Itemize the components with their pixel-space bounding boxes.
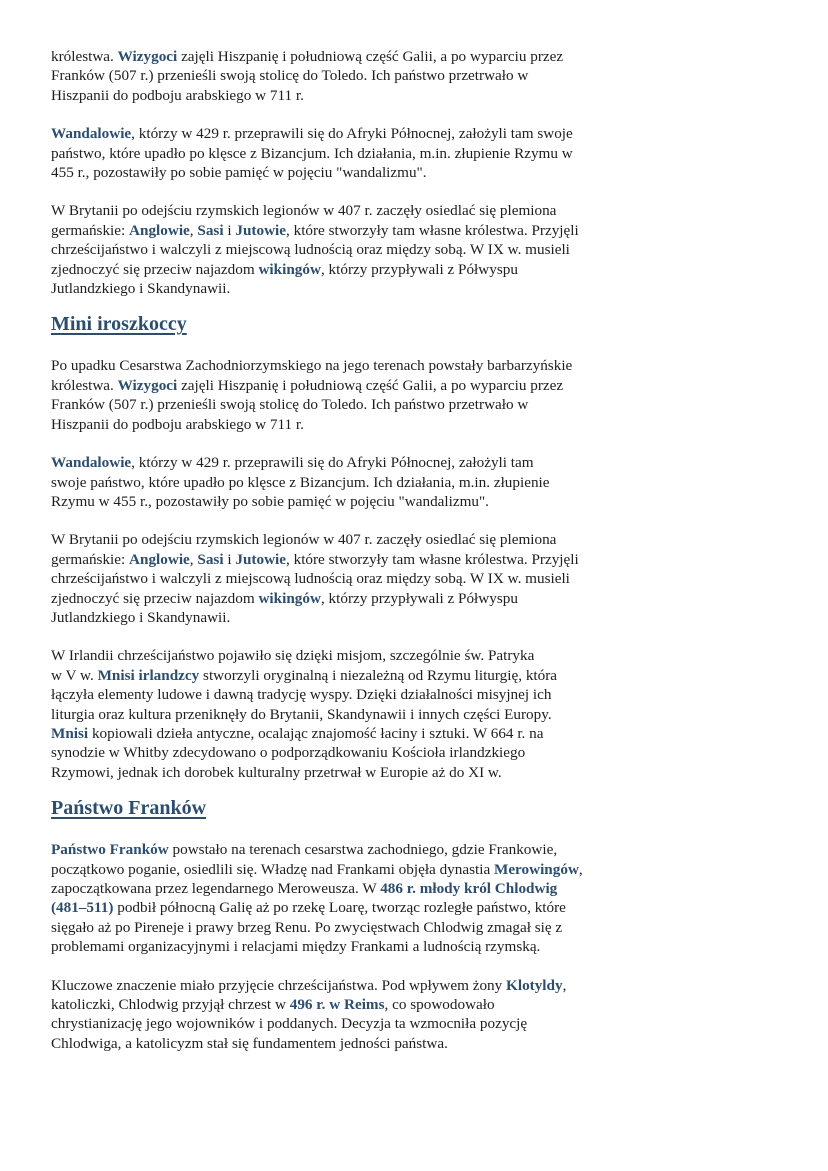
highlighted-term: Mnisi [51, 724, 89, 742]
highlighted-term: Anglowie [129, 550, 190, 568]
paragraph-text: Jutlandzkiego i Skandynawii. [51, 608, 231, 626]
highlighted-term: (481–511) [51, 899, 114, 917]
highlighted-term: Sasi [197, 550, 224, 568]
paragraph-text: i [223, 221, 236, 239]
section-heading: Państwo Franków [51, 797, 207, 820]
paragraph [51, 201, 788, 298]
paragraph-text: chrystianizację jego wojowników i poddanych. Decyzja ta wzmocniła pozycję [51, 1015, 528, 1033]
paragraph-text: , którzy w 429 r. przeprawili się do Afryki Północnej, założyli tam swoje [131, 125, 573, 143]
highlighted-term: wikingów [258, 589, 321, 607]
highlighted-term: Klotyldy [506, 976, 563, 994]
highlighted-term: Państwo Franków [51, 841, 169, 859]
paragraph-text: zajęli Hiszpanię i południową część Galii, a po wyparciu przez [177, 376, 564, 394]
paragraph-text: , które stworzyły tam własne królestwa. Przyjęli [286, 221, 579, 239]
highlighted-term: Jutowie [235, 221, 286, 239]
highlighted-term: Mnisi irlandzcy [97, 666, 200, 684]
paragraph-text: Kluczowe znaczenie miało przyjęcie chrześcijaństwa. Pod wpływem żony [51, 976, 507, 994]
paragraph-text: , które stworzyły tam własne królestwa. Przyjęli [286, 550, 579, 568]
paragraph-text: W Irlandii chrześcijaństwo pojawiło się dzięki misjom, szczególnie św. Patryka [51, 647, 535, 665]
paragraph-text: Hiszpanii do podboju arabskiego w 711 r. [51, 415, 304, 433]
paragraph-text: , [562, 976, 567, 994]
paragraph-text: i [223, 550, 236, 568]
paragraph-text: germańskie: [51, 221, 130, 239]
paragraph-text: sięgało aż po Pireneje i prawy brzeg Renu. Po zwycięstwach Chlodwig zmagał się z [51, 918, 563, 936]
paragraph-text: , [578, 860, 583, 878]
paragraph [51, 976, 788, 1054]
paragraph [51, 47, 788, 105]
paragraph [51, 356, 788, 434]
paragraph-text: zjednoczyć się przeciw najazdom [51, 260, 259, 278]
paragraph-text: Franków (507 r.) przenieśli swoją stolicę do Toledo. Ich państwo przetrwało w [51, 396, 529, 414]
paragraph-text: , którzy przypływali z Półwyspu [320, 589, 518, 607]
highlighted-term: Wandalowie [51, 454, 132, 472]
highlighted-term: Merowingów [493, 860, 579, 878]
paragraph-text: chrześcijaństwo i walczyli z miejscową ludnością oraz między sobą. W IX w. musieli [51, 241, 570, 259]
highlighted-term: 496 r. w Reims [289, 996, 385, 1014]
paragraph-text: , [189, 221, 198, 239]
paragraph [51, 646, 788, 782]
paragraph-text: królestwa. [51, 48, 118, 65]
paragraph-text: W Brytanii po odejściu rzymskich legionów w 407 r. zaczęły osiedlać się plemiona [51, 202, 557, 220]
paragraph-text: Hiszpanii do podboju arabskiego w 711 r. [51, 86, 304, 104]
paragraph-text: chrześcijaństwo i walczyli z miejscową ludnością oraz między sobą. W IX w. musieli [51, 570, 570, 588]
section-heading: Mini iroszkoccy [51, 313, 187, 336]
paragraph-text: w V w. [51, 666, 98, 684]
paragraph-text: Po upadku Cesarstwa Zachodniorzymskiego na jego terenach powstały barbarzyńskie [51, 357, 573, 375]
paragraph [51, 124, 788, 182]
paragraph-text: Chlodwiga, a katolicyzm stał się fundamentem jedności państwa. [51, 1034, 448, 1052]
paragraph-text: powstało na terenach cesarstwa zachodniego, gdzie Frankowie, [168, 841, 558, 859]
paragraph [51, 453, 788, 511]
paragraph-text: królestwa. [51, 376, 118, 394]
paragraph-text: katoliczki, Chlodwig przyjął chrzest w [51, 996, 290, 1014]
paragraph-text: zajęli Hiszpanię i południową część Galii, a po wyparciu przez [177, 48, 564, 65]
paragraph-text: podbił północną Galię aż po rzekę Loarę, tworząc rozległe państwo, które [113, 899, 566, 917]
paragraph-text: stworzyli oryginalną i niezależną od Rzymu liturgię, która [199, 666, 558, 684]
paragraph-text: Jutlandzkiego i Skandynawii. [51, 280, 231, 298]
highlighted-term: 486 r. młody król Chlodwig [380, 880, 558, 897]
paragraph-text: 455 r., pozostawiły po sobie pamięć w pojęciu "wandalizmu". [51, 164, 427, 182]
paragraph-text: germańskie: [51, 550, 130, 568]
paragraph-text: , co spowodowało [384, 996, 495, 1014]
paragraph-text: państwo, które upadło po klęsce z Bizancjum. Ich działania, m.in. złupienie Rzymu w [51, 144, 573, 162]
paragraph [51, 530, 788, 627]
paragraph-text: początkowo poganie, osiedlili się. Władzę nad Frankami objęła dynastia [51, 860, 494, 878]
paragraph-text: zapoczątkowana przez legendarnego Meroweusza. W [51, 880, 381, 897]
paragraph-text: kopiowali dzieła antyczne, ocalając znajomość łaciny i sztuki. W 664 r. na [88, 724, 544, 742]
paragraph-text: liturgia oraz kultura przeniknęły do Brytanii, Skandynawii i innych części Europy. [51, 705, 552, 723]
paragraph-text: łączyła elementy ludowe i dawną tradycję wyspy. Dzięki działalności misyjnej ich [51, 686, 552, 704]
highlighted-term: wikingów [258, 260, 321, 278]
highlighted-term: Anglowie [129, 221, 190, 239]
paragraph-text: , którzy przypływali z Półwyspu [320, 260, 518, 278]
paragraph-text: synodzie w Whitby zdecydowano o podporządkowaniu Kościoła irlandzkiego [51, 744, 526, 762]
paragraph-text: Rzymowi, jednak ich dorobek kulturalny przetrwał w Europie aż do XI w. [51, 763, 502, 781]
paragraph-text: zjednoczyć się przeciw najazdom [51, 589, 259, 607]
highlighted-term: Wizygoci [117, 48, 178, 65]
highlighted-term: Wandalowie [51, 125, 132, 143]
paragraph-text: swoje państwo, które upadło po klęsce z Bizancjum. Ich działania, m.in. złupienie [51, 473, 550, 491]
paragraph-text: W Brytanii po odejściu rzymskich legionów w 407 r. zaczęły osiedlać się plemiona [51, 531, 557, 549]
highlighted-term: Jutowie [235, 550, 286, 568]
paragraph-text: Rzymu w 455 r., pozostawiły po sobie pamięć w pojęciu "wandalizmu". [51, 492, 489, 510]
paragraph [51, 840, 788, 956]
highlighted-term: Wizygoci [117, 376, 178, 394]
paragraph-text: , [189, 550, 198, 568]
paragraph-text: , którzy w 429 r. przeprawili się do Afryki Północnej, założyli tam [131, 454, 534, 472]
paragraph-text: Franków (507 r.) przenieśli swoją stolicę do Toledo. Ich państwo przetrwało w [51, 67, 529, 85]
highlighted-term: Sasi [197, 221, 224, 239]
paragraph-text: problemami organizacyjnymi i relacjami między Frankami a ludnością rzymską. [51, 938, 541, 956]
